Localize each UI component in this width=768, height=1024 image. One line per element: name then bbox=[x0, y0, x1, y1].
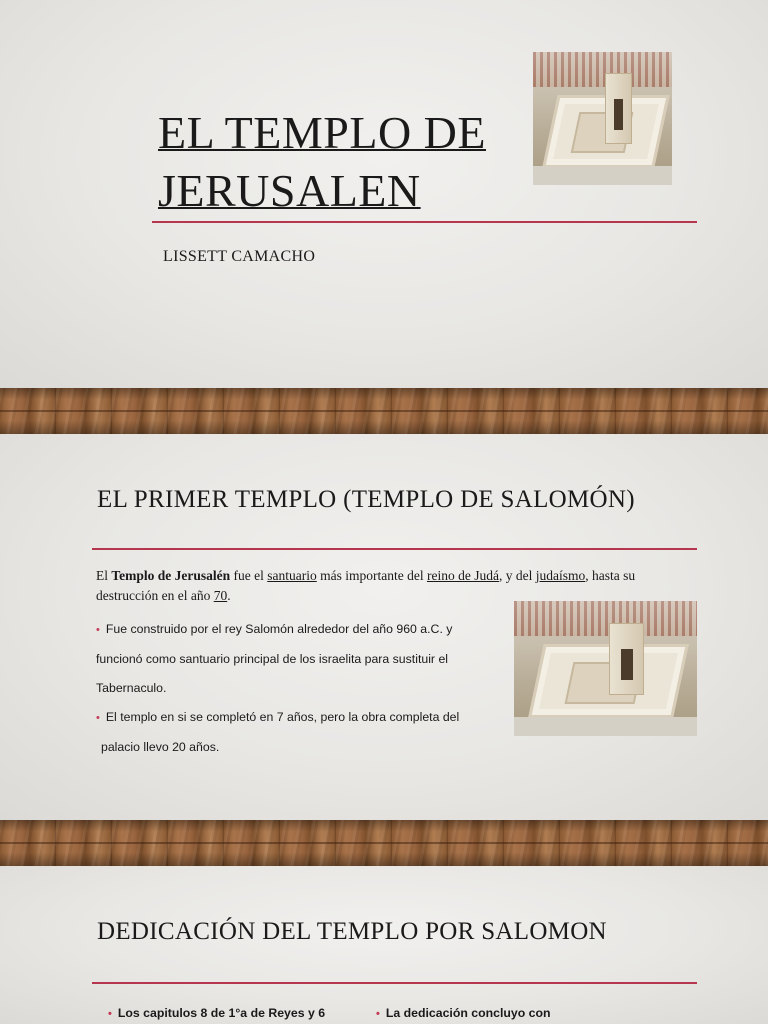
bullet-continuation: palacio llevo 20 años. bbox=[101, 740, 220, 754]
bullet-continuation: funcionó como santuario principal de los israelita para sustituir el bbox=[96, 652, 449, 666]
slide-1 bbox=[0, 0, 768, 388]
link-reino-de-juda[interactable]: reino de Judá bbox=[426, 568, 499, 583]
bullet-item: • Fue construido por el rey Salomón alrededor del año 960 a.C. y bbox=[96, 622, 453, 636]
slide-2-heading: EL PRIMER TEMPLO (TEMPLO DE SALOMÓN) bbox=[97, 486, 635, 513]
heading-divider bbox=[92, 548, 697, 550]
bullet-item-right: • La dedicación concluyo con bbox=[376, 1006, 551, 1020]
link-judaismo[interactable]: judaísmo bbox=[535, 568, 586, 583]
title-divider bbox=[152, 221, 697, 223]
heading-divider bbox=[92, 982, 697, 984]
slide-3 bbox=[0, 866, 768, 1024]
bullet-item-left: • Los capitulos 8 de 1°a de Reyes y 6 bbox=[108, 1006, 326, 1020]
temple-model-photo-large bbox=[514, 601, 697, 736]
slide-3-heading: DEDICACIÓN DEL TEMPLO POR SALOMON bbox=[97, 918, 607, 945]
bullet-continuation: Tabernaculo. bbox=[96, 681, 167, 695]
bullet-icon: • bbox=[96, 624, 100, 636]
intro-paragraph: El Templo de Jerusalén fue el santuario más importante del reino de Judá, y del judaísmo, hasta su destrucción en el año 70. bbox=[96, 568, 636, 603]
author-name: LISSETT CAMACHO bbox=[163, 248, 316, 265]
bullet-icon: • bbox=[96, 712, 100, 724]
bullet-item: • El templo en si se completó en 7 años, pero la obra completa del bbox=[96, 710, 460, 724]
slide-2-bullets bbox=[96, 615, 496, 762]
link-year-70[interactable]: 70 bbox=[213, 588, 228, 603]
bullet-icon: • bbox=[108, 1008, 112, 1020]
temple-model-photo bbox=[533, 52, 672, 185]
bullet-icon: • bbox=[376, 1008, 380, 1020]
wood-floor-band bbox=[0, 820, 768, 866]
wood-floor-band bbox=[0, 388, 768, 434]
slide-1-title: EL TEMPLO DE JERUSALEN bbox=[158, 107, 486, 216]
link-santuario[interactable]: santuario bbox=[267, 568, 317, 583]
